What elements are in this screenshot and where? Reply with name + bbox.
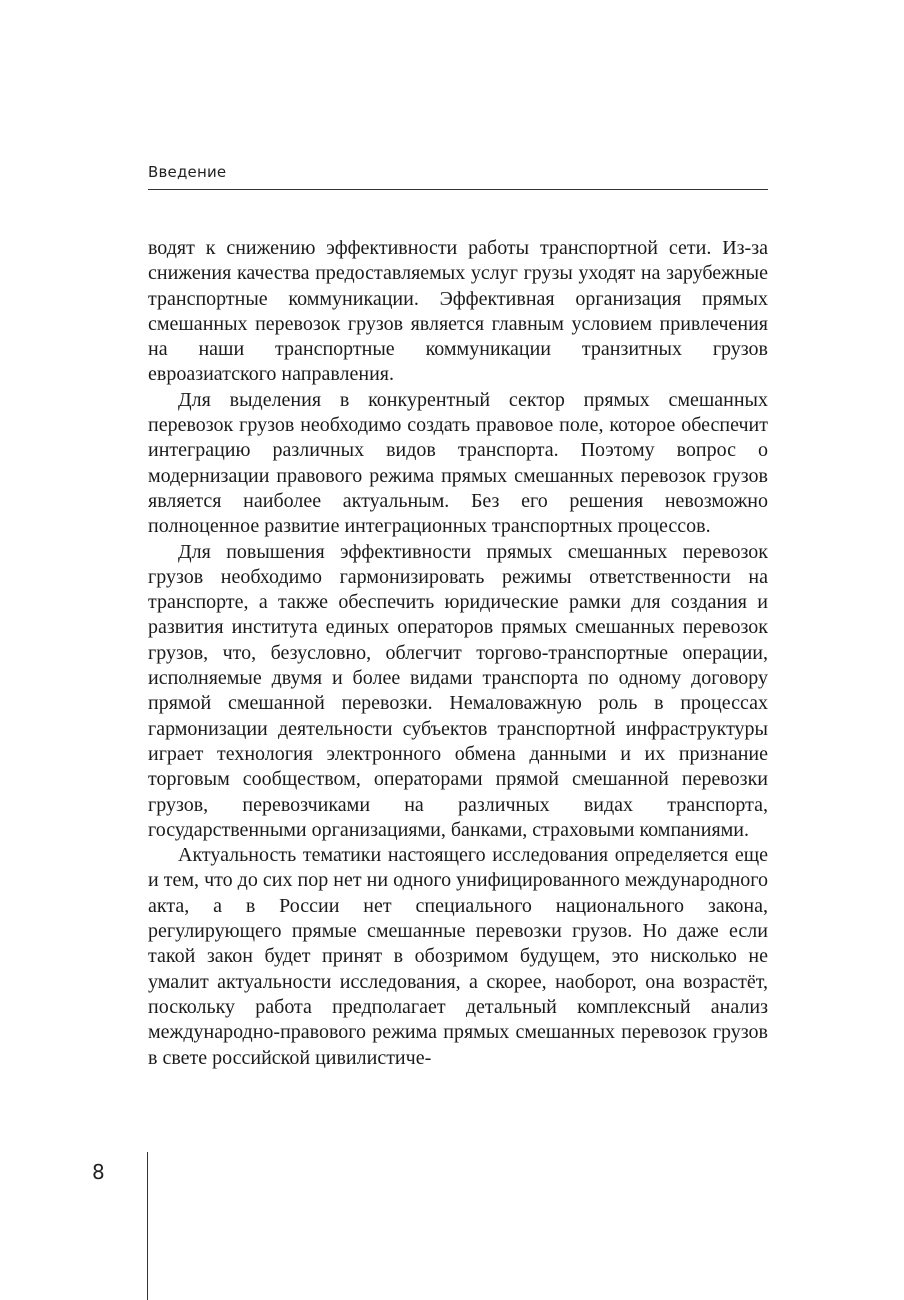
footer-margin-rule — [147, 1152, 148, 1300]
paragraph-1: водят к снижению эффективности работы транспортной сети. Из-за снижения качества предоставляемых услуг грузы уходят на зарубежные транспортные коммуникации. Эффективная организация прямых смешанных перевозок грузов является главным условием привлечения на наши транспортные коммуникации транзитных грузов евроазиатского направления. — [148, 237, 768, 386]
paragraph-4: Актуальность тематики настоящего исследования определяется еще и тем, что до сих пор нет ни одного унифицированного международного акта, а в России нет специального национального закона, регулирующего прямые смешанные перевозки грузов. Но даже если такой закон будет принят в обозримом будущем, это нисколько не умалит актуальности исследования, а скорее, наоборот, она возрастёт, поскольку работа предполагает детальный комплексный анализ международно-правового режима прямых смешанных перевозок грузов в свете российской цивилистиче- — [148, 844, 768, 1069]
page-number: 8 — [92, 1160, 105, 1184]
header-rule — [148, 189, 768, 190]
paragraph-2: Для выделения в конкурентный сектор прямых смешанных перевозок грузов необходимо создать правовое поле, которое обеспечит интеграцию различных видов транспорта. Поэтому вопрос о модернизации правового режима прямых смешанных перевозок грузов является наиболее актуальным. Без его решения невозможно полноценное развитие интеграционных транспортных процессов. — [148, 388, 768, 538]
main-text — [148, 236, 768, 1071]
paragraph-3: Для повышения эффективности прямых смешанных перевозок грузов необходимо гармонизировать режимы ответственности на транспорте, а также обеспечить юридические рамки для создания и развития института единых операторов прямых смешанных перевозок грузов, что, безусловно, облегчит торгово-транспортные операции, исполняемые двумя и более видами транспорта по одному договору прямой смешанной перевозки. Немаловажную роль в процессах гармонизации деятельности субъектов транспортной инфраструктуры играет технология электронного обмена данными и их признание торговым сообществом, операторами прямой смешанной перевозки грузов, перевозчиками на различных видах транспорта, государственными организациями, банками, страховыми компаниями. — [148, 540, 768, 841]
running-head-title: Введение — [148, 163, 227, 181]
